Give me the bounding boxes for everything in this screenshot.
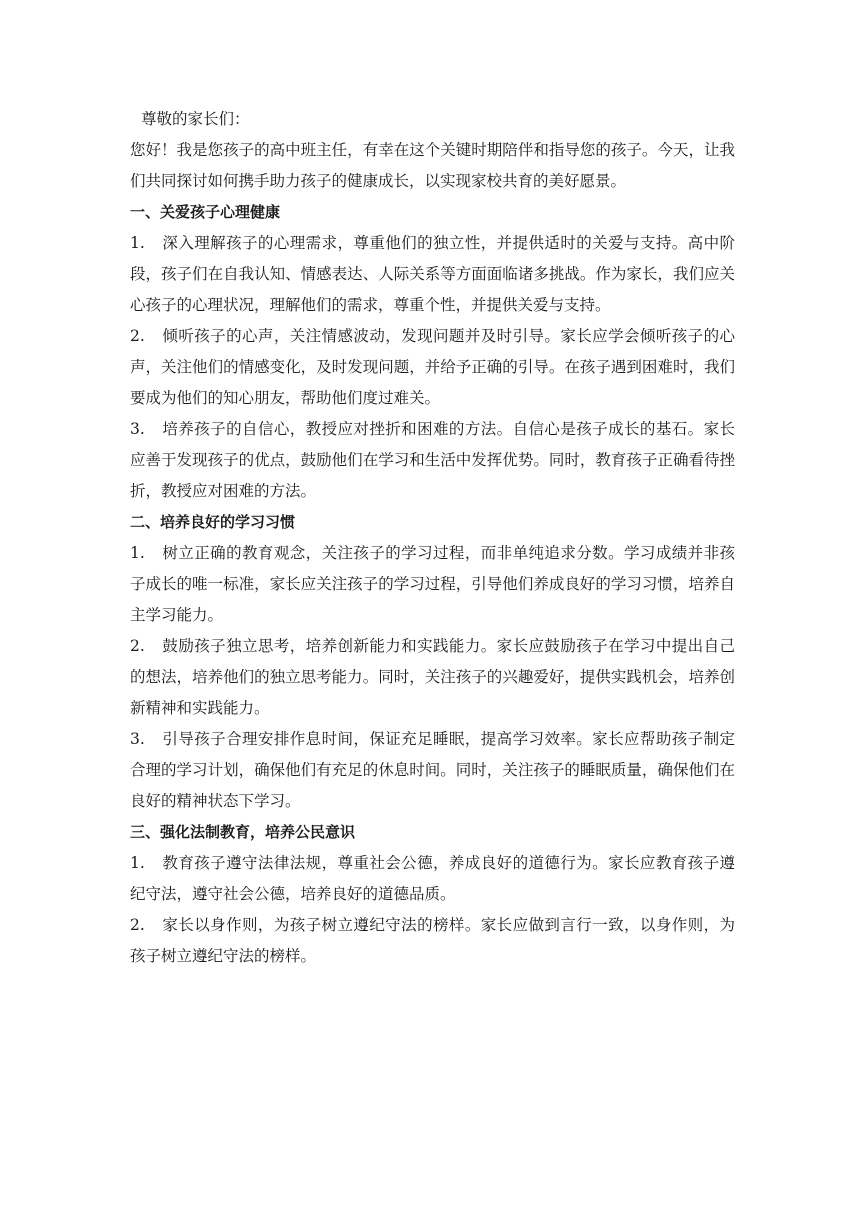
list-item <box>130 321 735 414</box>
item-text: 倾听孩子的心声，关注情感波动，发现问题并及时引导。家长应学会倾听孩子的心声，关注他们的情感变化，及时发现问题，并给予正确的引导。在孩子遇到困难时，我们要成为他们的知心朋友，帮助他们度过难关。 <box>130 327 735 407</box>
item-number: 1. <box>130 854 145 872</box>
section-heading: 三、强化法制教育，培养公民意识 <box>130 823 356 841</box>
letter-page <box>130 104 735 972</box>
section-2 <box>130 507 735 817</box>
section-heading: 二、培养良好的学习习惯 <box>130 513 296 531</box>
item-number: 3. <box>130 730 145 748</box>
item-number: 3. <box>130 420 145 438</box>
item-number: 2. <box>130 916 145 934</box>
item-text: 鼓励孩子独立思考，培养创新能力和实践能力。家长应鼓励孩子在学习中提出自己的想法，培养他们的独立思考能力。同时，关注孩子的兴趣爱好，提供实践机会，培养创新精神和实践能力。 <box>130 637 735 717</box>
item-text: 引导孩子合理安排作息时间，保证充足睡眠，提高学习效率。家长应帮助孩子制定合理的学习计划，确保他们有充足的休息时间。同时，关注孩子的睡眠质量，确保他们在良好的精神状态下学习。 <box>130 730 735 810</box>
section-heading: 一、关爱孩子心理健康 <box>130 203 281 221</box>
item-text: 树立正确的教育观念，关注孩子的学习过程，而非单纯追求分数。学习成绩并非孩子成长的唯一标准，家长应关注孩子的学习过程，引导他们养成良好的学习习惯，培养自主学习能力。 <box>130 544 735 624</box>
section-3 <box>130 817 735 972</box>
item-number: 1. <box>130 544 145 562</box>
item-text: 家长以身作则，为孩子树立遵纪守法的榜样。家长应做到言行一致，以身作则，为孩子树立遵纪守法的榜样。 <box>130 916 735 965</box>
item-text: 深入理解孩子的心理需求，尊重他们的独立性，并提供适时的关爱与支持。高中阶段，孩子们在自我认知、情感表达、人际关系等方面面临诸多挑战。作为家长，我们应关心孩子的心理状况，理解他们的需求，尊重个性，并提供关爱与支持。 <box>130 234 735 314</box>
list-item <box>130 228 735 321</box>
intro-paragraph: 您好！我是您孩子的高中班主任，有幸在这个关键时期陪伴和指导您的孩子。今天，让我们共同探讨如何携手助力孩子的健康成长，以实现家校共育的美好愿景。 <box>130 141 735 190</box>
list-item <box>130 414 735 507</box>
list-item <box>130 910 735 972</box>
list-item <box>130 538 735 631</box>
item-number: 1. <box>130 234 145 252</box>
list-item <box>130 724 735 817</box>
list-item <box>130 848 735 910</box>
item-text: 教育孩子遵守法律法规，尊重社会公德，养成良好的道德行为。家长应教育孩子遵纪守法，遵守社会公德，培养良好的道德品质。 <box>130 854 735 903</box>
item-number: 2. <box>130 637 145 655</box>
item-text: 培养孩子的自信心，教授应对挫折和困难的方法。自信心是孩子成长的基石。家长应善于发现孩子的优点，鼓励他们在学习和生活中发挥优势。同时，教育孩子正确看待挫折，教授应对困难的方法。 <box>130 420 735 500</box>
greeting: 尊敬的家长们： <box>141 110 250 128</box>
list-item <box>130 631 735 724</box>
item-number: 2. <box>130 327 145 345</box>
section-1 <box>130 197 735 507</box>
